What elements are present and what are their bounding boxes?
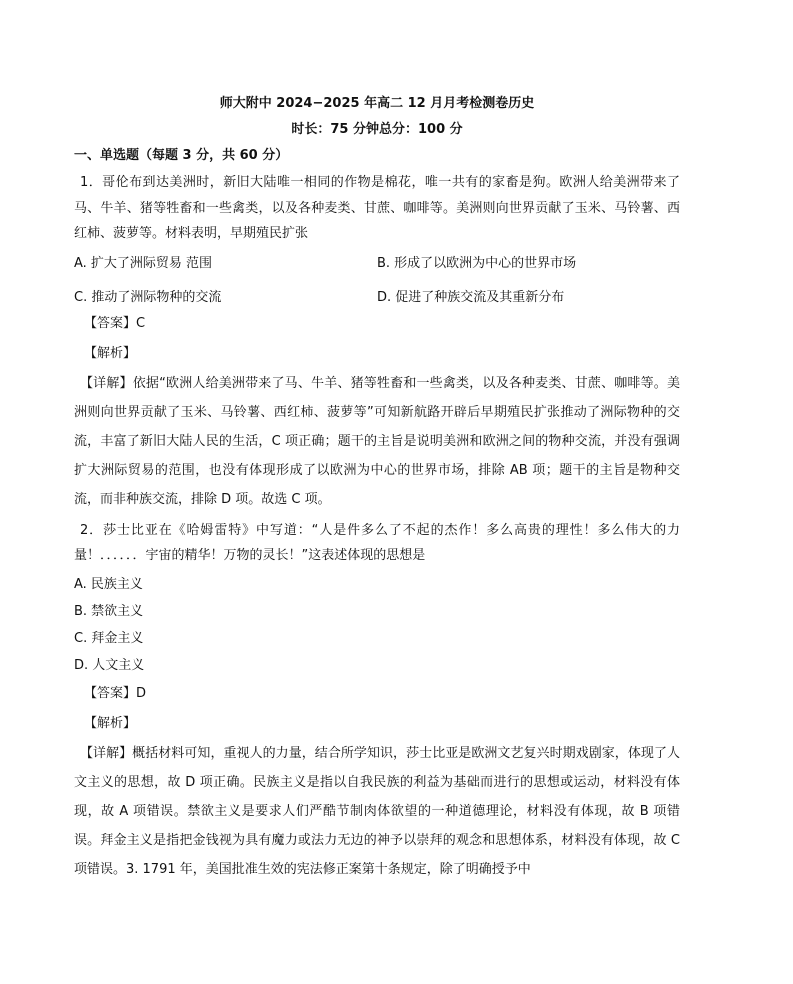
detail-explanation: 【详解】依据“欧洲人给美洲带来了马、牛羊、猪等牲畜和一些禽类，以及各种麦类、甘蔗、咖啡等。美洲则向世界贡献了玉米、马铃薯、西红柿、菠萝等”可知新航路开辟后早期殖民扩张推动了洲际物种的交流，丰富了新旧大陆人民的生活，C 项正确；题干的主旨是说明美洲和欧洲之间的物种交流，并没有强调扩大洲际贸易的范围，也没有体现形成了以欧洲为中心的世界市场，排除 AB 项；题干的主旨是物种交流，而非种族交流，排除 D 项。故选 C 项。 <box>74 375 680 507</box>
option-d: D. 人文主义 <box>74 657 145 673</box>
detail-explanation: 【详解】概括材料可知，重视人的力量，结合所学知识，莎士比亚是欧洲文艺复兴时期戏剧家，体现了人文主义的思想，故 D 项正确。民族主义是指以自我民族的利益为基础而进行的思想或运动，材料没有体现，故 A 项错误。禁欲主义是要求人们严酷节制肉体欲望的一种道德理论，材料没有体现，故 B 项错误。拜金主义是指把金钱视为具有魔力或法力无边的神予以崇拜的观念和思想体系，材料没有体现，故 C 项错误。3. 1791 年，美国批准生效的宪法修正案第十条规定，除了明确授予中 <box>74 745 680 877</box>
question-stem: 2．莎士比亚在《哈姆雷特》中写道：“人是件多么了不起的杰作！多么高贵的理性！多么伟大的力量！．．．．．．宇宙的精华！万物的灵长！”这表述体现的思想是 <box>74 522 680 563</box>
options-list <box>74 571 680 679</box>
option-c: C. 推动了洲际物种的交流 <box>74 289 222 305</box>
document-title: 师大附中 2024−2025 年高二 12 月月考检测卷历史 <box>219 96 535 111</box>
option-c: C. 拜金主义 <box>74 630 144 646</box>
document-content <box>74 94 680 884</box>
analysis-label: 【解析】 <box>84 715 137 731</box>
option-b: B. 形成了以欧洲为中心的世界市场 <box>377 255 577 271</box>
question-2 <box>74 518 680 884</box>
question-1 <box>74 170 680 514</box>
document-subtitle: 时长：75 分钟总分：100 分 <box>291 122 463 137</box>
option-a: A. 扩大了洲际贸易 范围 <box>74 255 213 271</box>
option-a: A. 民族主义 <box>74 576 143 592</box>
answer-label: 【答案】D <box>84 685 147 701</box>
options-grid <box>74 253 680 309</box>
analysis-label: 【解析】 <box>84 345 137 361</box>
question-stem: 1．哥伦布到达美洲时，新旧大陆唯一相同的作物是棉花，唯一共有的家畜是狗。欧洲人给美洲带来了马、牛羊、猪等牲畜和一些禽类，以及各种麦类、甘蔗、咖啡等。美洲则向世界贡献了玉米、马铃薯、西红柿、菠萝等。材料表明，早期殖民扩张 <box>74 175 680 241</box>
option-d: D. 促进了种族交流及其重新分布 <box>377 289 565 305</box>
section-heading: 一、单选题（每题 3 分，共 60 分） <box>74 148 289 163</box>
answer-label: 【答案】C <box>84 315 146 331</box>
option-b: B. 禁欲主义 <box>74 603 144 619</box>
